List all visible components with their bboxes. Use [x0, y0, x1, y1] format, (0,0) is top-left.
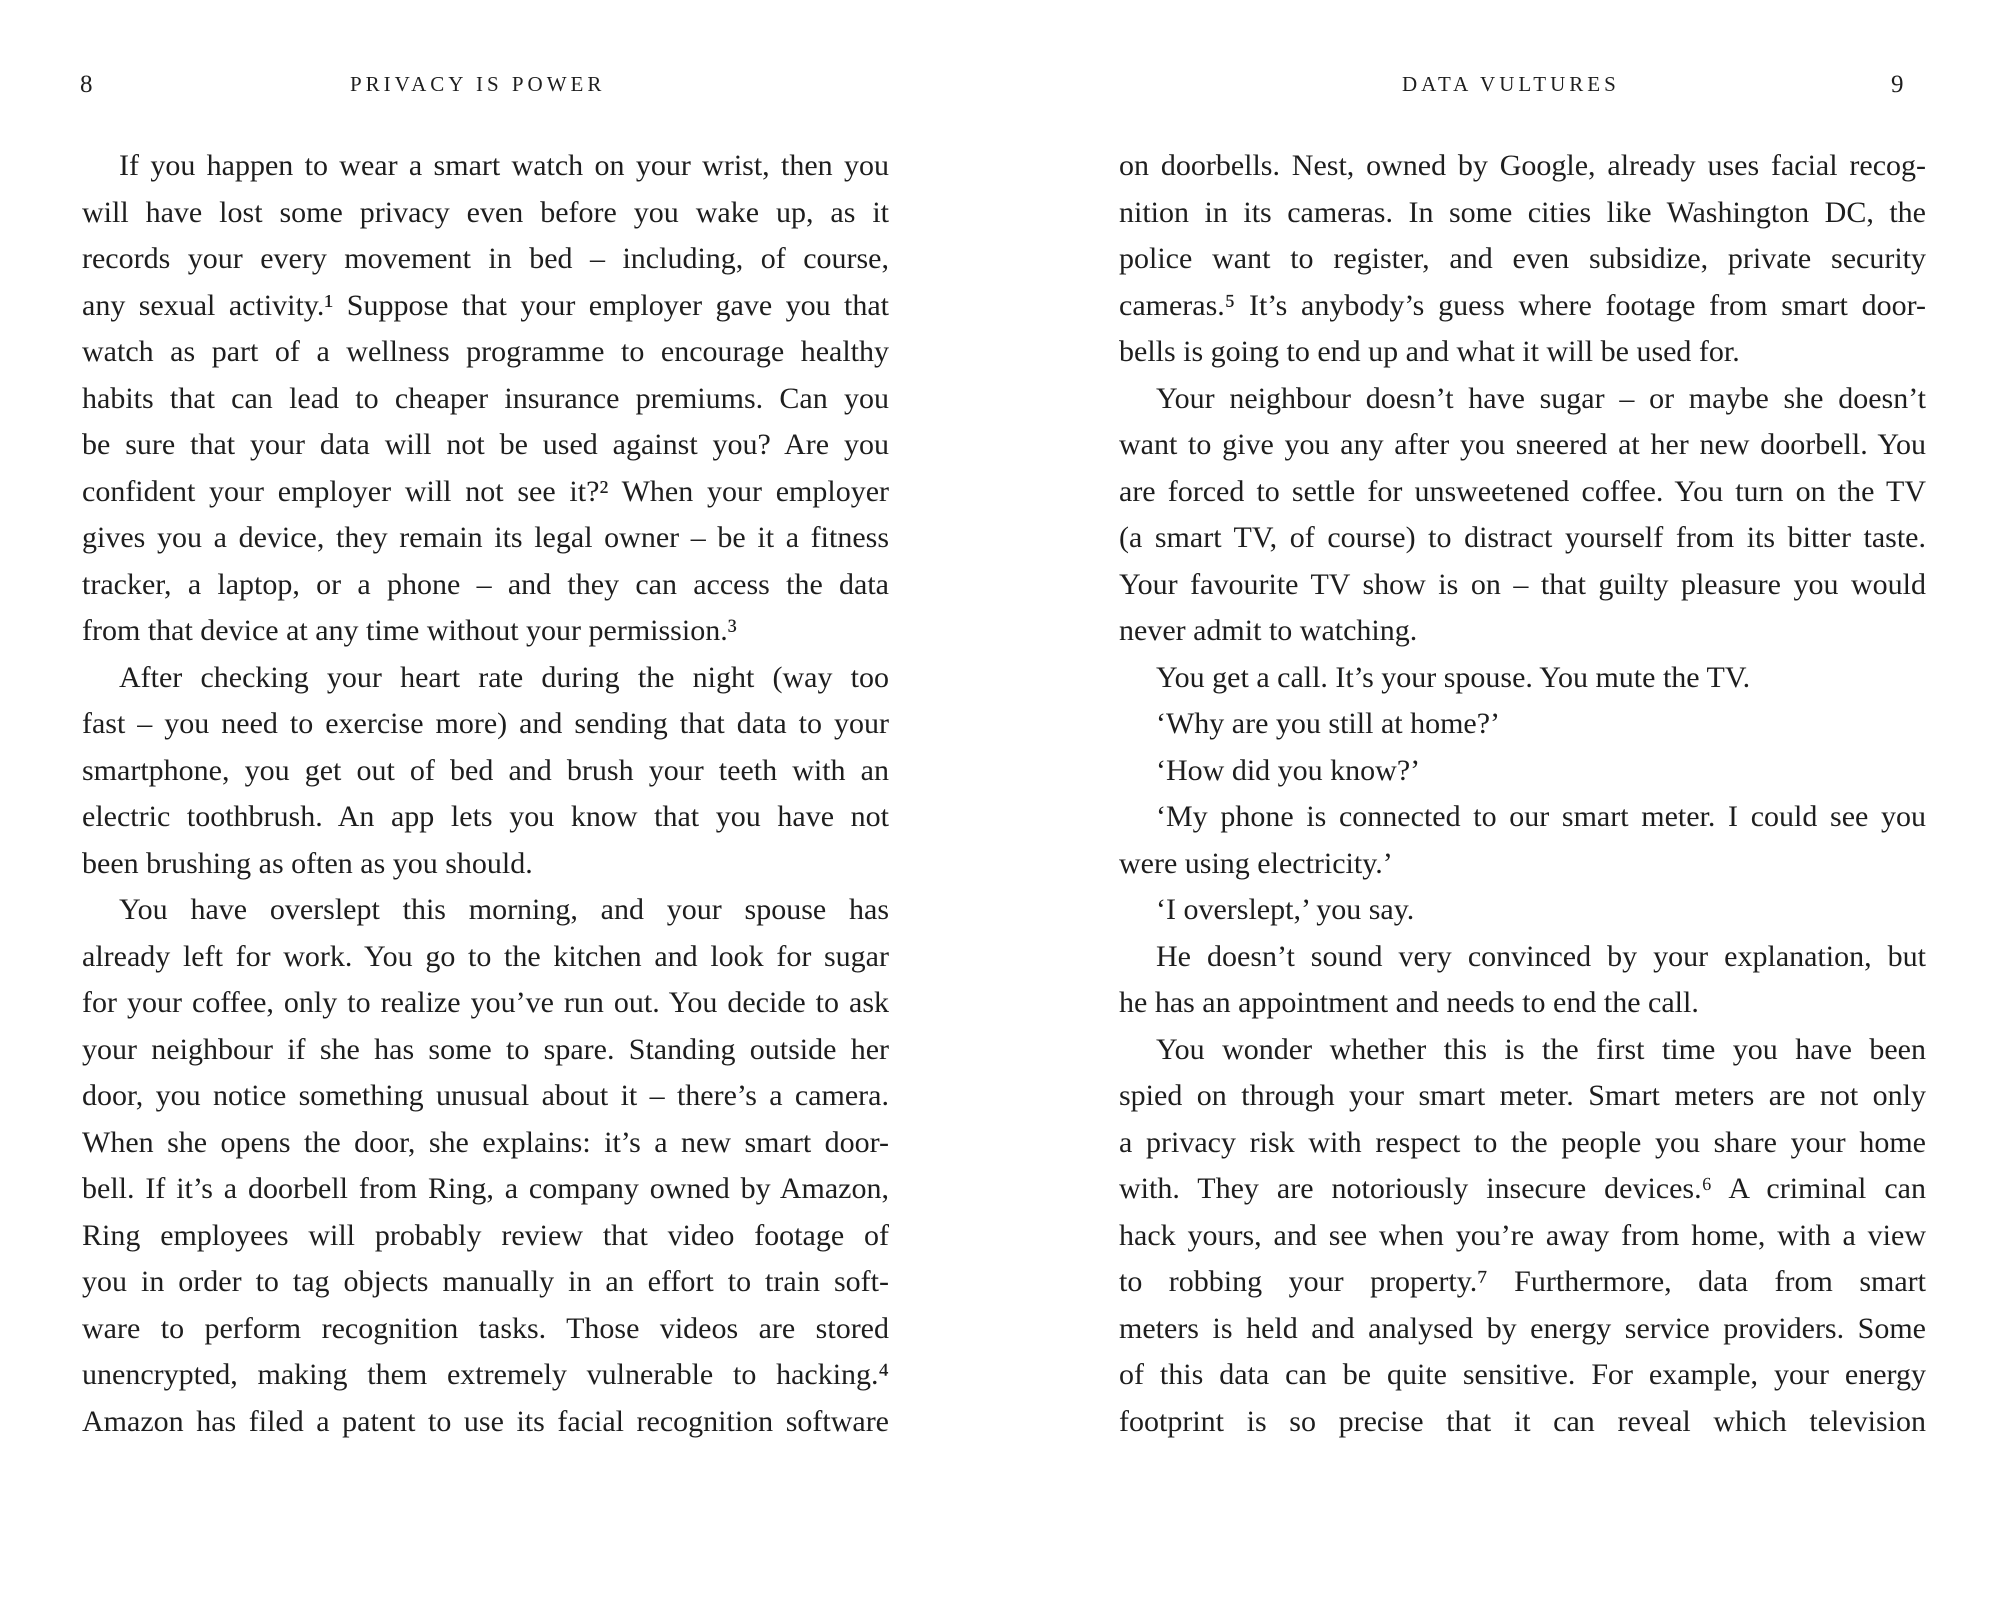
text-line: If you happen to wear a smart watch on your wrist, then you: [119, 149, 889, 182]
text-line: are forced to settle for unsweetened coffee. You turn on the TV: [1119, 474, 1926, 508]
text-line: to robbing your property.⁷ Furthermore, data from smart: [1119, 1265, 1926, 1298]
text-line: watch as part of a wellness programme to encourage healthy: [82, 335, 889, 368]
text-line: he has an appointment and needs to end the call.: [1119, 986, 1699, 1019]
text-line: cameras.⁵ It’s anybody’s guess where footage from smart door-: [1119, 288, 1926, 322]
text-line: been brushing as often as you should.: [82, 846, 533, 880]
text-line: spied on through your smart meter. Smart meters are not only: [1119, 1079, 1926, 1112]
text-line: nition in its cameras. In some cities like Washington DC, the: [1119, 195, 1926, 229]
running-head: DATA VULTURES: [1402, 72, 1620, 96]
text-line: Amazon has filed a patent to use its facial recognition software: [82, 1404, 889, 1438]
text-line: smartphone, you get out of bed and brush your teeth with an: [82, 753, 889, 787]
text-line: meters is held and analysed by energy service providers. Some: [1119, 1311, 1926, 1345]
text-line: for your coffee, only to realize you’ve run out. You decide to ask: [82, 986, 889, 1019]
text-line: You have overslept this morning, and your spouse has: [119, 893, 889, 926]
body-text: [1119, 143, 1926, 1445]
text-line: be sure that your data will not be used against you? Are you: [82, 428, 889, 461]
text-line: confident your employer will not see it?² When your employer: [82, 474, 889, 508]
text-line: footprint is so precise that it can reveal which television: [1119, 1404, 1926, 1438]
text-line: a privacy risk with respect to the people you share your home: [1119, 1125, 1926, 1159]
text-line: gives you a device, they remain its legal owner – be it a fitness: [82, 521, 889, 554]
text-line: you in order to tag objects manually in an effort to train soft-: [82, 1265, 889, 1298]
text-line: were using electricity.’: [1119, 846, 1393, 880]
text-line: ware to perform recognition tasks. Those videos are stored: [82, 1311, 889, 1345]
right-page: [1000, 0, 2000, 1603]
text-line: After checking your heart rate during the night (way too: [119, 660, 889, 694]
text-line: You wonder whether this is the first time you have been: [1156, 1032, 1926, 1066]
text-line: door, you notice something unusual about it – there’s a camera.: [82, 1079, 889, 1112]
text-line: Your neighbour doesn’t have sugar – or maybe she doesn’t: [1156, 381, 1926, 415]
text-line: You get a call. It’s your spouse. You mute the TV.: [1156, 660, 1751, 694]
running-head: PRIVACY IS POWER: [350, 72, 606, 96]
page-number: 9: [1891, 71, 1904, 98]
text-line: police want to register, and even subsidize, private security: [1119, 242, 1926, 275]
text-line: Ring employees will probably review that video footage of: [82, 1218, 889, 1252]
text-line: records your every movement in bed – including, of course,: [82, 242, 889, 275]
text-line: electric toothbrush. An app lets you know that you have not: [82, 800, 889, 833]
text-line: never admit to watching.: [1119, 614, 1418, 647]
text-line: When she opens the door, she explains: it’s a new smart door-: [82, 1125, 889, 1159]
text-line: ‘My phone is connected to our smart meter. I could see you: [1156, 800, 1926, 833]
text-line: ‘I overslept,’ you say.: [1156, 893, 1415, 926]
text-line: fast – you need to exercise more) and sending that data to your: [82, 707, 889, 740]
text-line: He doesn’t sound very convinced by your explanation, but: [1156, 939, 1926, 973]
text-line: any sexual activity.¹ Suppose that your employer gave you that: [82, 288, 889, 322]
text-line: of this data can be quite sensitive. For example, your energy: [1119, 1358, 1926, 1391]
text-line: will have lost some privacy even before you wake up, as it: [82, 195, 889, 229]
text-line: ‘How did you know?’: [1156, 753, 1421, 787]
text-line: tracker, a laptop, or a phone – and they can access the data: [82, 567, 889, 601]
page-number: 8: [80, 71, 93, 98]
text-line: habits that can lead to cheaper insurance premiums. Can you: [82, 381, 889, 415]
text-line: want to give you any after you sneered at her new doorbell. You: [1119, 428, 1926, 461]
text-line: with. They are notoriously insecure devices.⁶ A criminal can: [1119, 1172, 1926, 1205]
text-line: bell. If it’s a doorbell from Ring, a company owned by Amazon,: [82, 1172, 889, 1205]
text-line: already left for work. You go to the kitchen and look for sugar: [82, 939, 889, 973]
text-line: (a smart TV, of course) to distract yourself from its bitter taste.: [1119, 521, 1926, 554]
text-line: on doorbells. Nest, owned by Google, already uses facial recog-: [1119, 149, 1926, 182]
text-line: from that device at any time without your permission.³: [82, 614, 737, 647]
text-line: your neighbour if she has some to spare. Standing outside her: [82, 1032, 889, 1066]
text-line: hack yours, and see when you’re away from home, with a view: [1119, 1218, 1926, 1252]
text-line: unencrypted, making them extremely vulnerable to hacking.⁴: [82, 1358, 889, 1391]
text-line: ‘Why are you still at home?’: [1156, 707, 1501, 740]
body-text: [82, 143, 889, 1445]
text-line: Your favourite TV show is on – that guilty pleasure you would: [1119, 567, 1926, 601]
text-line: bells is going to end up and what it will be used for.: [1119, 335, 1740, 368]
